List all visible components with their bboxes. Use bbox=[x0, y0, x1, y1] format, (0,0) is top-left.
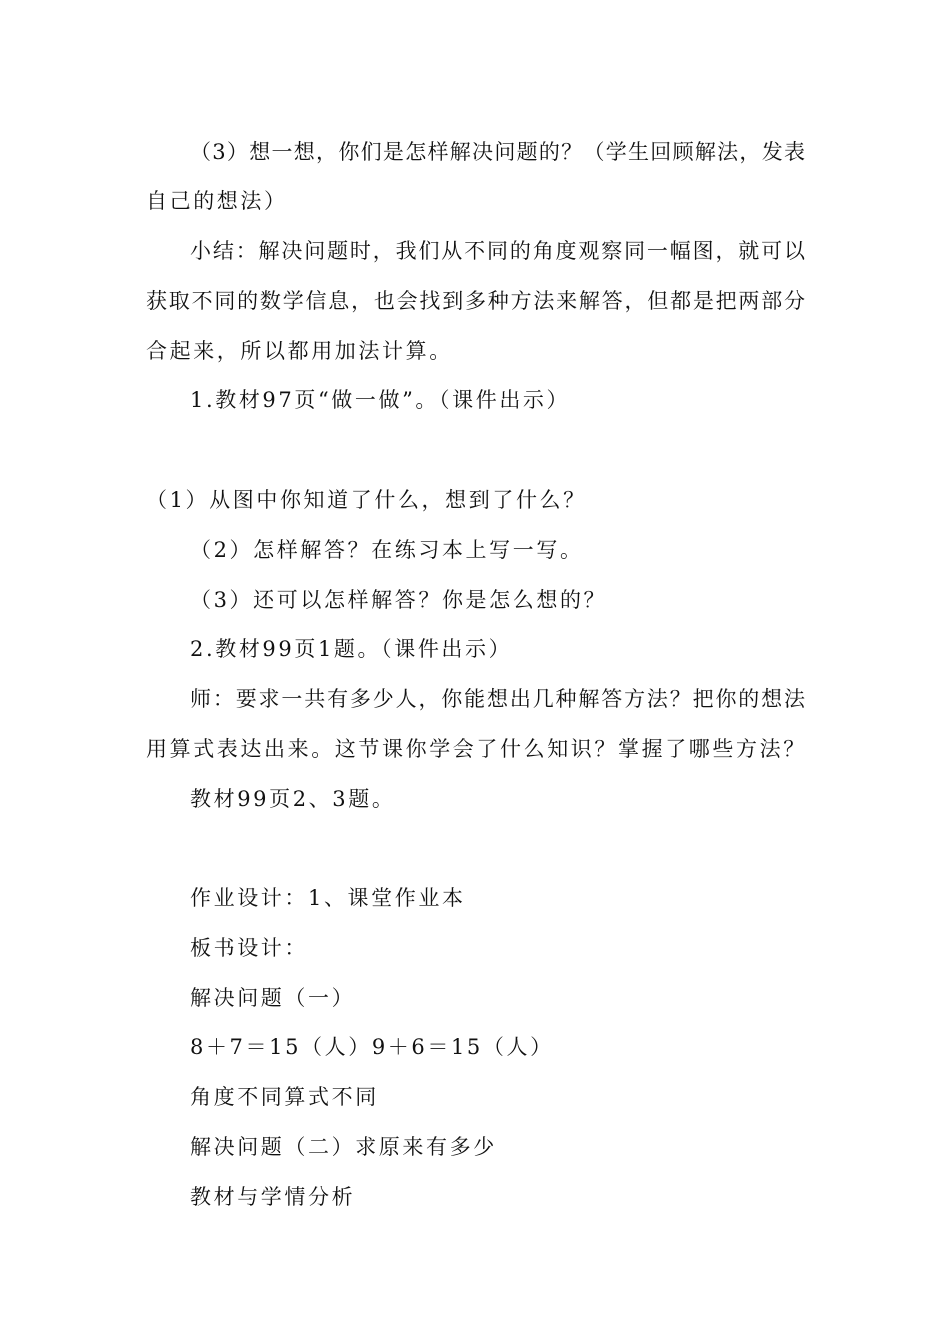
text-line-exercise-1-q3: （3）还可以怎样解答？你是怎么想的？ bbox=[190, 588, 608, 612]
text-line-teacher: 师：要求一共有多少人，你能想出几种解答方法？把你的想法 bbox=[190, 687, 805, 711]
text-line-question-3-continued: 自己的想法） bbox=[146, 189, 288, 213]
text-line-board-problem-2: 解决问题（二）求原来有多少 bbox=[190, 1135, 497, 1159]
text-line-board-design: 板书设计： bbox=[190, 936, 308, 960]
text-line-teacher-continued: 用算式表达出来。这节课你学会了什么知识？掌握了哪些方法？ bbox=[146, 737, 807, 761]
text-line-summary-continued-1: 获取不同的数学信息，也会找到多种方法来解答，但都是把两部分 bbox=[146, 289, 805, 313]
text-line-summary-continued-2: 合起来，所以都用加法计算。 bbox=[146, 339, 453, 363]
text-line-exercise-1-q1: （1）从图中你知道了什么，想到了什么？ bbox=[146, 488, 587, 512]
text-line-summary: 小结：解决问题时，我们从不同的角度观察同一幅图，就可以 bbox=[190, 239, 805, 263]
text-line-homework: 作业设计：1、课堂作业本 bbox=[190, 886, 466, 910]
text-line-board-equations: 8＋7＝15（人）9＋6＝15（人） bbox=[190, 1035, 554, 1059]
text-line-analysis-heading: 教材与学情分析 bbox=[190, 1185, 356, 1209]
text-line-board-angle: 角度不同算式不同 bbox=[190, 1085, 379, 1109]
text-line-board-problem-1: 解决问题（一） bbox=[190, 986, 356, 1010]
text-line-question-3-reflect: （3）想一想，你们是怎样解决问题的？（学生回顾解法，发表 bbox=[190, 140, 805, 164]
text-line-exercise-3: 教材99页2、3题。 bbox=[190, 787, 396, 811]
text-line-exercise-2: 2.教材99页1题。（课件出示） bbox=[190, 637, 513, 661]
text-line-exercise-1-q2: （2）怎样解答？在练习本上写一写。 bbox=[190, 538, 584, 562]
text-line-exercise-1: 1.教材97页“做一做”。（课件出示） bbox=[190, 388, 571, 412]
